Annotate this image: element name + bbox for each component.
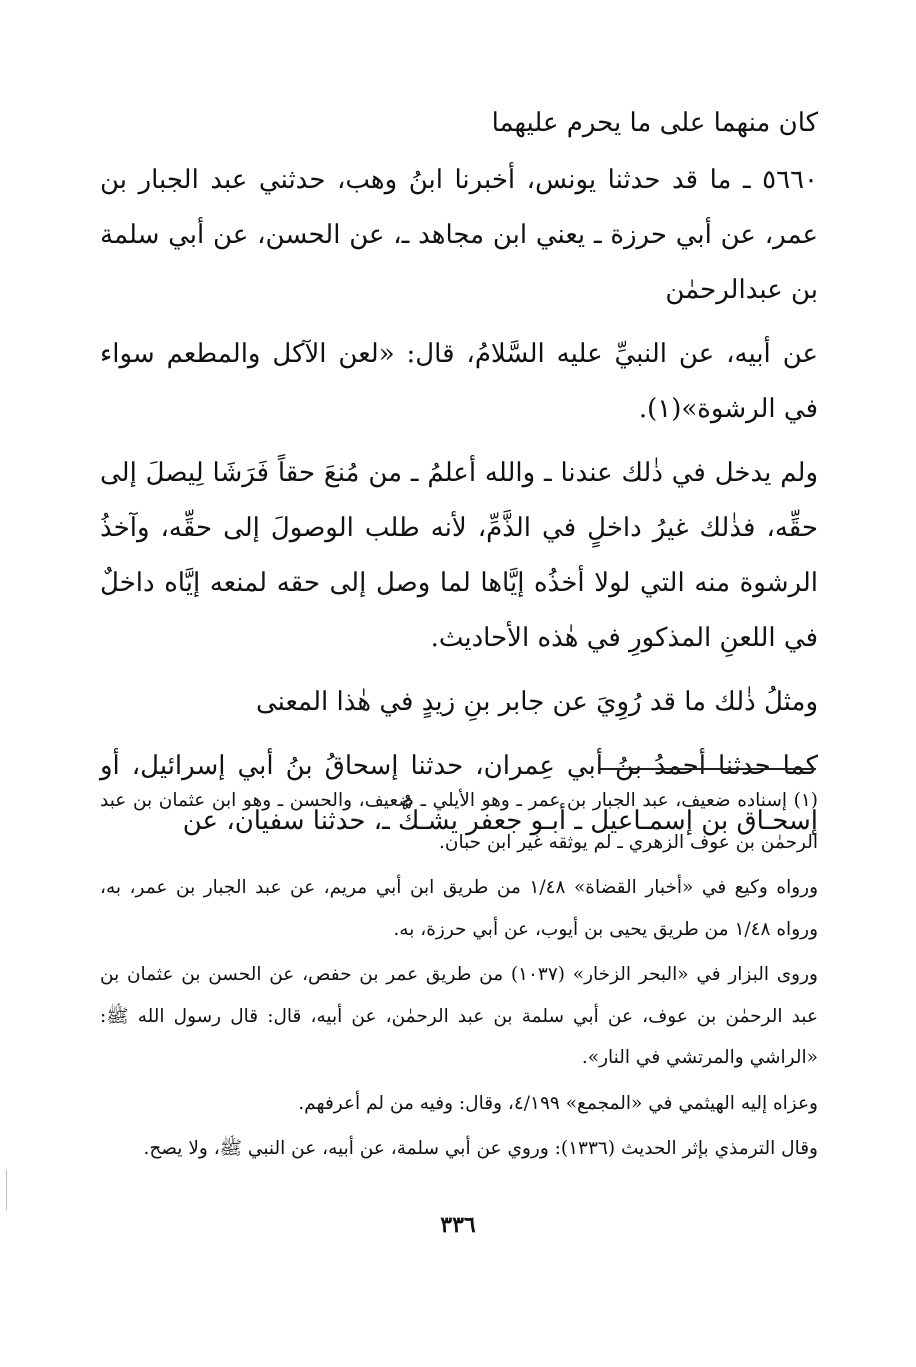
footnote-tirmidhi: وقال الترمذي بإثر الحديث (١٣٣٦): وروي عن أبي سلمة، عن أبيه، عن النبي ﷺ، ولا يصح.: [143, 1138, 818, 1159]
main-text: [100, 96, 818, 858]
page-number: ٣٣٦: [440, 1212, 476, 1238]
paragraph-commentary: ولم يدخل في ذٰلك عندنا ـ والله أعلمُ ـ من مُنعَ حقاً فَرَشَا لِيصلَ إلى حقِّه، فذٰلك غيرُ داخلٍ في الذَّمِّ، لأنه طلب الوصولَ إلى حقِّه، وآخذُ الرشوة منه التي لولا أخذُه إيَّاها لما وصل إلى حقه لمنعه إيَّاه داخلٌ في اللعنِ المذكورِ في هٰذه الأحاديث.: [100, 458, 818, 653]
scan-edge-mark: [6, 1170, 7, 1210]
footnote-waki: ورواه وكيع في «أخبار القضاة» ١/٤٨ من طريق ابن أبي مريم، عن عبد الجبار بن عمر، به، ورواه ١/٤٨ من طريق يحيى بن أيوب، عن أبي حرزة، به.: [100, 877, 819, 940]
paragraph-continuation: كان منهما على ما يحرم عليهما: [491, 108, 818, 138]
footnote-bazzar: وروى البزار في «البحر الزخار» (١٠٣٧) من طريق عمر بن حفص، عن الحسن بن عثمان بن عبد الرحمٰن بن عوف، عن أبي سلمة بن عبد الرحمٰن، عن أبيه، قال: قال رسول الله ﷺ: «الراشي والمرتشي في النار».: [100, 964, 818, 1068]
paragraph-hadith-5660: ٥٦٦٠ ـ ما قد حدثنا يونس، أخبرنا ابنُ وهب، حدثني عبد الجبار بن عمر، عن أبي حرزة ـ يعني ابن مجاهد ـ، عن الحسن، عن أبي سلمة بن عبدالرحمٰن: [100, 165, 818, 305]
paragraph-hadith-text: عن أبيه، عن النبيِّ عليه السَّلامُ، قال: «لعن الآكل والمطعم سواء في الرشوة»(١).: [100, 339, 818, 424]
paragraph-jabir: ومثلُ ذٰلك ما قد رُوِيَ عن جابر بنِ زيدٍ في هٰذا المعنى: [256, 687, 818, 717]
footnote-haythami: وعزاه إليه الهيثمي في «المجمع» ٤/١٩٩، وقال: وفيه من لم أعرفهم.: [298, 1092, 818, 1114]
paragraph-isnad: كما حدثنا أحمدُ بنُ أبي عِمران، حدثنا إسحاقُ بنُ أبي إسرائيل، أو إسحـاق بن إسمـاعيل ـ أبـو جعفر يشـكُّ ـ، حدثنا سفيان، عن: [100, 751, 818, 836]
footnote-1: (١) إسناده ضعيف، عبد الجبار بن عمر ـ وهو الأيلي ـ ضعيف، والحسن ـ وهو ابن عثمان بن عبد الرحمٰن بن عوف الزهري ـ لم يوثقه غير ابن حبان.: [100, 790, 818, 853]
footnote-separator: [598, 768, 816, 770]
footnotes: [100, 780, 818, 1174]
